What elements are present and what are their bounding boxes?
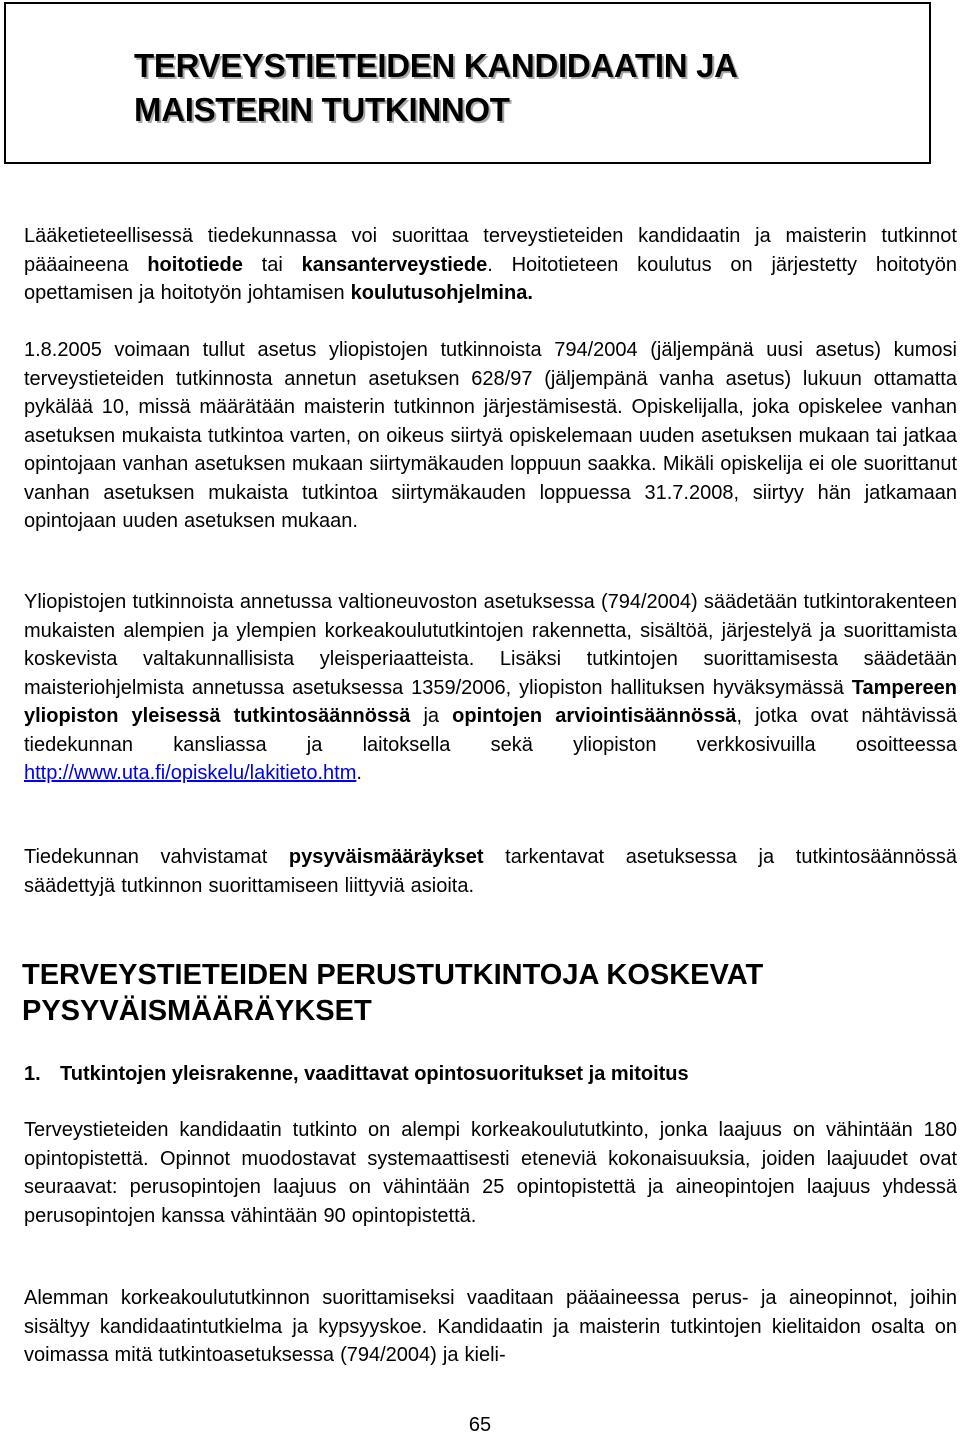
bold-term-tutkintosaanto: Tampereen yliopiston yleisessä tutkintosäännössä bbox=[24, 676, 957, 727]
intro-paragraph: Lääketieteellisessä tiedekunnassa voi suorittaa terveystieteiden kandidaatin ja maisterin tutkinnot pääaineena hoitotiede tai kansanterveystiede. Hoitotieteen koulutus on järjestetty hoitotyön opettamisen ja hoitotyön johtamisen koulutusohjelmina. bbox=[24, 225, 957, 304]
faculty-paragraph: Tiedekunnan vahvistamat pysyväismääräykset tarkentavat asetuksessa ja tutkintosäännössä säädettyjä tutkinnon suorittamiseen liittyviä asioita. bbox=[24, 846, 957, 897]
bold-term-koulutusohjelmina: koulutusohjelmina. bbox=[350, 282, 533, 304]
decree-paragraph: 1.8.2005 voimaan tullut asetus yliopistojen tutkinnoista 794/2004 (jäljempänä uusi asetus) kumosi terveystieteiden tutkinnosta annetun asetuksen 628/97 (jäljempänä vanha asetus) lukuun ottamatta pykälää 10, missä määrätään maisterin tutkinnon järjestämisestä. Opiskelijalla, joka opiskelee vanhan asetuksen mukaista tutkintoa varten, on oikeus siirtyä opiskelemaan uuden asetuksen mukaan tai jatkaa opintojaan vanhan asetuksen mukaan siirtymäkauden loppuun saakka. Mikäli opiskelija ei ole suorittanut vanhan asetuksen mukaista tutkintoa siirtymäkauden loppuessa 31.7.2008, siirtyy hän jatkamaan opintojaan uuden asetuksen mukaan. bbox=[24, 339, 957, 532]
title-line-1: TERVEYSTIETEIDEN KANDIDAATIN JA bbox=[134, 47, 738, 84]
bold-term-hoitotiede: hoitotiede bbox=[147, 253, 243, 276]
section-heading-line-1: TERVEYSTIETEIDEN PERUSTUTKINTOJA KOSKEVAT bbox=[22, 959, 764, 991]
subsection-heading bbox=[24, 1060, 689, 1088]
degree-paragraph: Terveystieteiden kandidaatin tutkinto on alempi korkeakoulututkinto, jonka laajuus on vähintään 180 opintopistettä. Opinnot muodostavat systemaattisesti eteneviä kokonaisuuksia, joiden laajuudet ovat seuraavat: perusopintojen laajuus on vähintään 25 opintopistettä ja aineopintojen laajuus yhdessä perusopintojen kanssa vähintään 90 opintopistettä. bbox=[24, 1119, 957, 1227]
document-title bbox=[134, 44, 738, 132]
section-heading-line-2: PYSYVÄISMÄÄRÄYKSET bbox=[22, 995, 372, 1027]
bold-term-kansanterveystiede: kansanterveystiede bbox=[301, 253, 488, 276]
bold-term-arviointisaanto: opintojen arviointisäännössä bbox=[452, 705, 737, 727]
page-number: 65 bbox=[468, 1414, 492, 1436]
bold-term-pysyvaismaaraykset: pysyväismääräykset bbox=[288, 846, 484, 868]
regulation-paragraph: Yliopistojen tutkinnoista annetussa valtioneuvoston asetuksessa (794/2004) säädetään tutkintorakenteen mukaisten alempien ja ylempien korkeakoulututkintojen rakennetta, sisältöä, järjestelyä ja suorittamista koskevista valtakunnallisista yleisperiaatteista. Lisäksi tutkintojen suorittamisesta säädetään maisteriohjelmista annetussa asetuksessa 1359/2006, yliopiston hallituksen hyväksymässä Tampereen yliopiston yleisessä tutkintosäännössä ja opintojen arviointisäännössä, jotka ovat nähtävissä tiedekunnan kansliassa ja laitoksella sekä yliopiston verkkosivuilla osoitteessa http://www.uta.fi/opiskelu/lakitieto.htm. bbox=[24, 591, 958, 784]
title-box bbox=[4, 2, 931, 164]
subsection-number: 1. bbox=[24, 1063, 41, 1085]
subsection-title: Tutkintojen yleisrakenne, vaadittavat opintosuoritukset ja mitoitus bbox=[60, 1063, 689, 1085]
title-line-2: MAISTERIN TUTKINNOT bbox=[134, 91, 510, 128]
requirements-paragraph: Alemman korkeakoulututkinnon suorittamiseksi vaaditaan pääaineessa perus- ja aineopinnot, joihin sisältyy kandidaatintutkielma ja kypsyyskoe. Kandidaatin ja maisterin tutkintojen kielitaidon osalta on voimassa mitä tutkintoasetuksessa (794/2004) ja kieli- bbox=[24, 1287, 957, 1366]
lakitieto-link[interactable]: http://www.uta.fi/opiskelu/lakitieto.htm bbox=[24, 762, 357, 784]
section-heading bbox=[22, 957, 958, 1029]
